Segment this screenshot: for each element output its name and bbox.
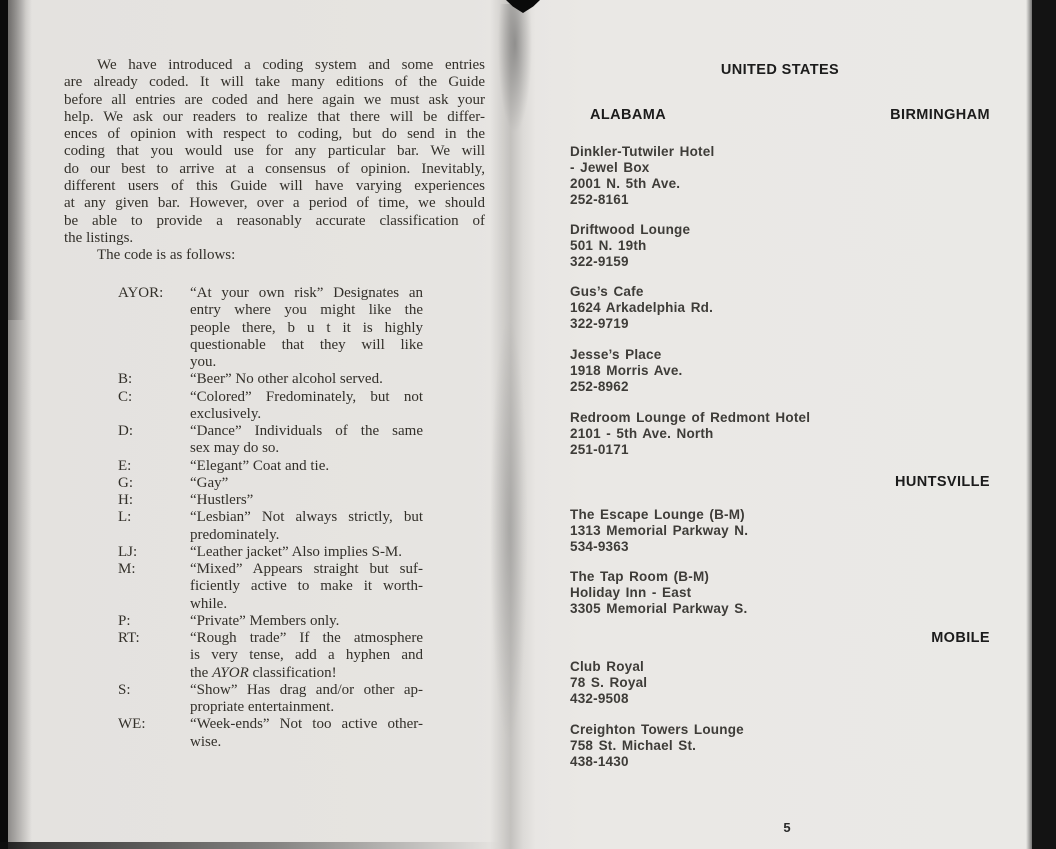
country-heading: UNITED STATES [720,62,840,78]
text-line: 432-9508 [570,691,629,706]
text-line: sex may do so. [190,440,280,457]
listing-redroom-lounge [570,410,990,458]
code-description [190,389,423,424]
text-line: do our best to arrive at a consensus of opinion. Inevitably, [64,160,485,177]
text-line: 251-0171 [570,442,629,457]
text-line: propriate entertainment. [190,699,335,715]
code-term: E: [118,457,132,474]
code-term: LJ: [118,543,138,560]
text-line: 1918 Morris Ave. [570,363,683,378]
text-line: 1313 Memorial Parkway N. [570,523,749,538]
code-description [190,544,423,561]
text-line: 322-9719 [570,316,629,331]
text-line: at any given bar. However, over a period of time, we should [64,195,485,212]
text-line: predominately. [190,526,280,543]
text-line: 1624 Arkadelphia Rd. [570,300,714,315]
text-line: “Rough trade” If the atmosphere [190,630,423,646]
listing-creighton-towers-lounge [570,722,990,770]
city-heading-birmingham: BIRMINGHAM [890,107,990,123]
code-list [118,285,424,751]
city-heading-huntsville: HUNTSVILLE [894,474,990,490]
code-entry-we [118,716,424,751]
code-description [190,682,423,717]
page-gutter-shadow-mid [490,320,528,740]
code-term: AYOR: [118,285,164,301]
text-line: - Jewel Box [570,160,650,175]
text-line: “Mixed” Appears straight but suf- [190,561,423,577]
code-description [190,285,423,371]
code-entry-rt [118,630,424,682]
text-line: “Gay” [190,474,229,491]
text-line: people there, b u t it is highly [190,319,423,336]
text-line: before all entries are coded and here again we must ask your [64,91,485,108]
text-line: “Elegant” Coat and tie. [190,457,330,474]
listing-tap-room [570,569,990,617]
text-line: The Escape Lounge (B-M) [570,507,745,522]
text-line: 501 N. 19th [570,238,647,253]
text-line: be able to provide a reasonably accurate classification of [64,212,485,229]
text-line: “Week-ends” Not too active other- [190,716,423,733]
code-term: D: [118,423,133,439]
code-description [190,458,423,475]
text-line: “Colored” Fredominately, but not [190,388,423,405]
code-entry-m [118,561,424,613]
text-line: Dinkler-Tutwiler Hotel [570,144,715,159]
code-description [190,613,423,630]
text-line: coding that you would use for any particular bar. We will [64,143,485,160]
text-line: 252-8962 [570,379,629,394]
code-term: S: [118,681,131,698]
text-line: 438-1430 [570,754,629,769]
text-line: “Lesbian” Not always strictly, but [190,509,423,526]
code-term: M: [118,561,136,577]
code-entry-e [118,458,424,475]
text-line: is very tense, add a hyphen and [190,647,423,664]
text-line: 758 St. Michael St. [570,738,697,753]
code-term: WE: [118,716,146,733]
text-line: Creighton Towers Lounge [570,722,744,737]
code-entry-g [118,475,424,492]
intro-paragraph [64,57,485,247]
text-line: 252-8161 [570,192,629,207]
code-description [190,371,423,388]
text-line: wise. [190,733,222,750]
code-description [190,423,423,458]
text-line: Gus’s Cafe [570,284,644,299]
text-line: “Beer” No other alcohol served. [190,371,383,388]
text-line: questionable that they will like [190,336,423,353]
code-entry-l [118,509,424,544]
text-line: you. [190,354,217,370]
text-line: Redroom Lounge of Redmont Hotel [570,410,811,425]
text-line: 322-9159 [570,254,629,269]
code-entry-ayor [118,285,424,371]
text-line: “Hustlers” [190,492,254,508]
listing-dinkler-tutwiler-hotel [570,144,990,208]
text-line: ficiently active to make it worth- [190,578,423,595]
text-line: different users of this Guide will have varying experiences [64,178,485,195]
page-gutter-shadow-top [498,4,532,164]
text-line: the AYOR classification! [190,664,337,681]
code-term: L: [118,509,132,526]
code-term: G: [118,474,133,491]
code-description [190,716,423,751]
city-heading-mobile: MOBILE [931,630,990,646]
text-line: Jesse’s Place [570,347,662,362]
code-entry-lj [118,544,424,561]
code-description [190,492,423,509]
text-line: 2001 N. 5th Ave. [570,176,681,191]
listing-guss-cafe [570,284,990,332]
text-line: 534-9363 [570,539,629,554]
state-city-row [570,107,990,124]
listing-club-royal [570,659,990,707]
code-entry-c [118,389,424,424]
code-entry-d [118,423,424,458]
code-entry-p [118,613,424,630]
code-term: P: [118,612,131,629]
text-line: “Leather jacket” Also implies S-M. [190,543,403,560]
code-description [190,509,423,544]
code-intro-line: The code is as follows: [97,247,236,264]
right-page [570,0,990,835]
scan-edge-right [1032,0,1056,849]
text-line: help. We ask our readers to realize that there will be differ- [64,108,485,125]
listing-driftwood-lounge [570,222,990,270]
text-line: while. [190,595,228,612]
code-entry-s [118,682,424,717]
code-term: C: [118,388,133,405]
state-heading-alabama: ALABAMA [590,107,667,123]
text-line: the listings. [64,229,134,246]
text-line: are already coded. It will take many editions of the Guide [64,74,485,91]
text-line: ences of opinion with respect to coding, but do send in the [64,126,485,143]
code-term: RT: [118,630,140,646]
code-description [190,630,423,682]
code-entry-h [118,492,424,509]
text-line: 78 S. Royal [570,675,648,690]
page-number: 5 [783,820,791,835]
code-term: B: [118,371,133,388]
left-page [64,57,485,265]
text-line: “Show” Has drag and/or other ap- [190,681,423,698]
text-line: “Dance” Individuals of the same [190,423,423,439]
text-line: exclusively. [190,405,262,422]
code-description [190,475,423,492]
text-line: 2101 - 5th Ave. North [570,426,714,441]
text-line: entry where you might like the [190,302,423,319]
text-line: The Tap Room (B-M) [570,569,710,584]
text-line: Holiday Inn - East [570,585,692,600]
scan-edge-left-top-shadow [8,0,26,320]
text-line: “At your own risk” Designates an [190,285,423,301]
page-bottom-shadow [0,842,500,849]
text-line: Driftwood Lounge [570,222,691,237]
code-description [190,561,423,613]
text-line: We have introduced a coding system and some entries [97,57,485,73]
text-line: 3305 Memorial Parkway S. [570,601,748,616]
scan-edge-left [0,0,8,849]
code-entry-b [118,371,424,388]
text-line: “Private” Members only. [190,612,340,629]
listing-jesses-place [570,347,990,395]
listing-escape-lounge [570,507,990,555]
text-line: Club Royal [570,659,645,674]
code-term: H: [118,492,133,508]
